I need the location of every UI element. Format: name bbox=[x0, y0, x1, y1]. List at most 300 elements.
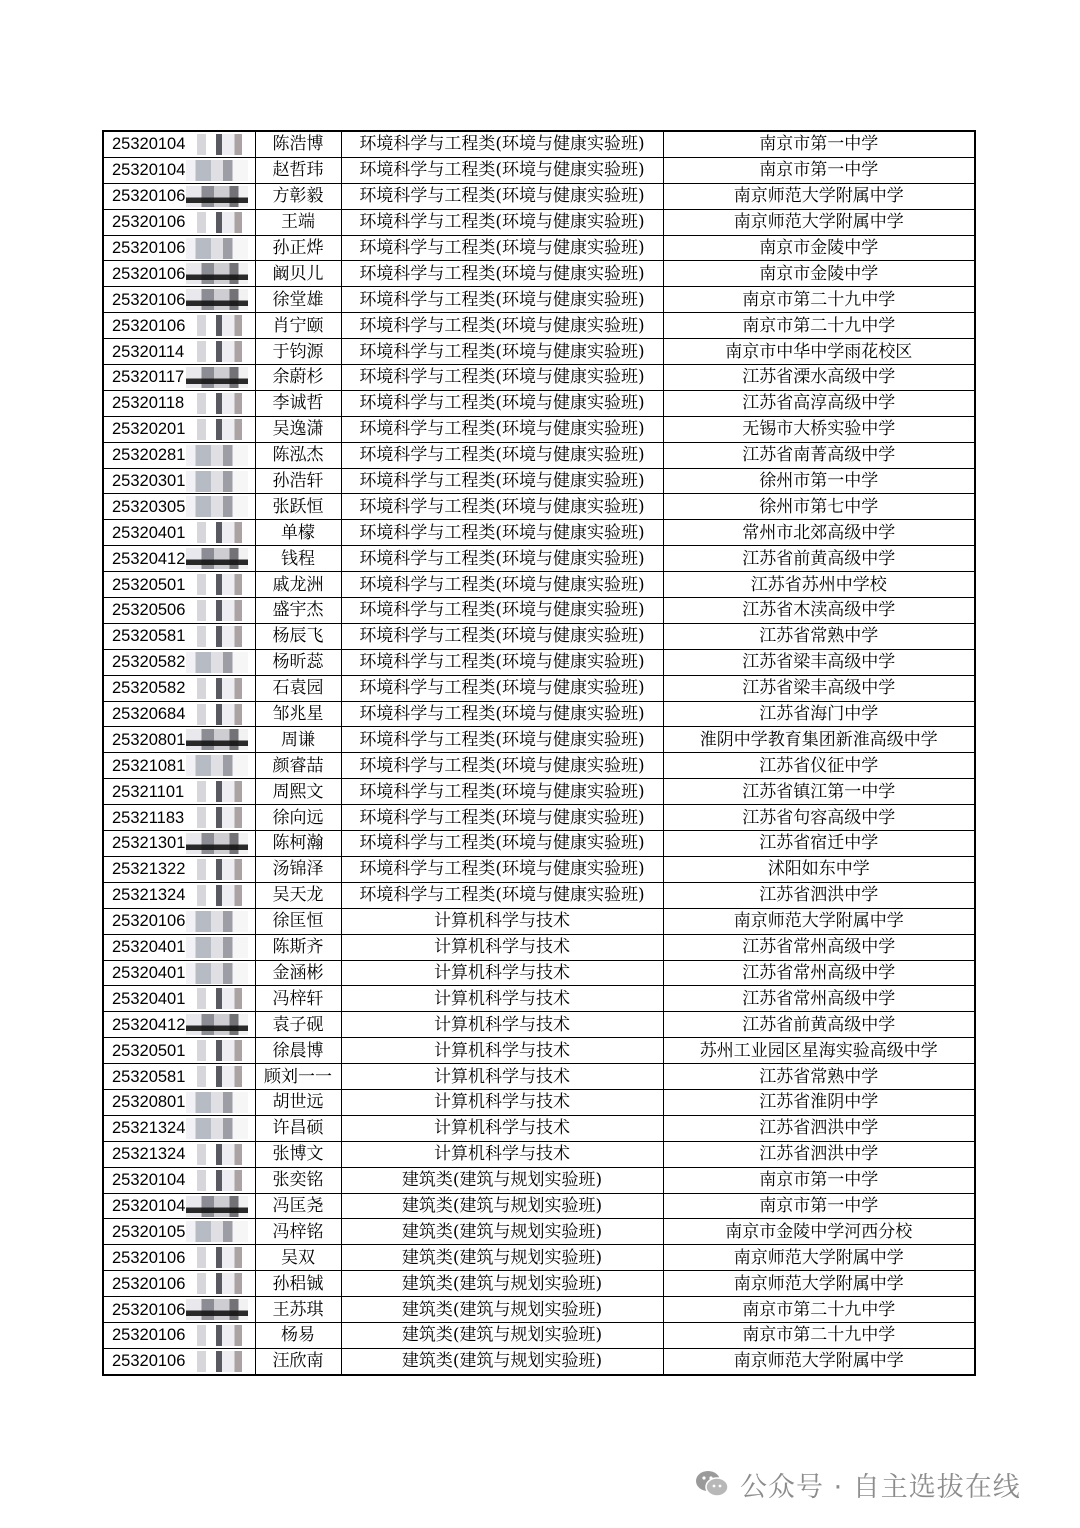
school-cell bbox=[663, 365, 975, 391]
student-id-cell-text: 25320106 bbox=[112, 264, 186, 283]
student-name-cell bbox=[255, 365, 341, 391]
school-cell bbox=[663, 701, 975, 727]
table-row bbox=[103, 416, 975, 442]
student-name-cell-text: 张奕铭 bbox=[272, 1170, 324, 1191]
school-cell-text: 苏州工业园区星海实验高级中学 bbox=[699, 1040, 938, 1061]
major-cell bbox=[341, 1297, 663, 1323]
major-cell-text: 环境科学与工程类(环境与健康实验班) bbox=[359, 729, 645, 750]
student-name-cell bbox=[255, 753, 341, 779]
student-name-cell bbox=[255, 1012, 341, 1038]
school-cell-text: 南京师范大学附属中学 bbox=[733, 1273, 904, 1294]
student-name-cell-text: 金涵彬 bbox=[272, 962, 324, 983]
table-row bbox=[103, 209, 975, 235]
student-id-cell-text: 25321081 bbox=[112, 756, 186, 775]
student-id-cell bbox=[103, 649, 255, 675]
major-cell bbox=[341, 1348, 663, 1374]
table-row bbox=[103, 727, 975, 753]
major-cell-text: 计算机科学与技术 bbox=[434, 1066, 570, 1087]
school-cell-text: 江苏省镇江第一中学 bbox=[742, 781, 896, 802]
school-cell-text: 南京市金陵中学 bbox=[759, 263, 879, 284]
table-row bbox=[103, 701, 975, 727]
student-id-cell-text: 25320401 bbox=[112, 523, 186, 542]
major-cell bbox=[341, 908, 663, 934]
major-cell bbox=[341, 494, 663, 520]
student-id-cell bbox=[103, 1193, 255, 1219]
major-cell bbox=[341, 831, 663, 857]
student-id-cell bbox=[103, 442, 255, 468]
student-id-cell-text: 25321324 bbox=[112, 1145, 186, 1164]
major-cell-text: 环境科学与工程类(环境与健康实验班) bbox=[359, 212, 645, 233]
student-name-cell-text: 冯梓铭 bbox=[272, 1221, 324, 1242]
student-name-cell-text: 李诚哲 bbox=[272, 393, 324, 414]
student-id-cell-text: 25320106 bbox=[112, 912, 186, 931]
student-id-cell bbox=[103, 1012, 255, 1038]
redaction-mask bbox=[186, 289, 248, 310]
student-id-cell bbox=[103, 1115, 255, 1141]
major-cell bbox=[341, 157, 663, 183]
student-id-cell bbox=[103, 572, 255, 598]
student-name-cell-text: 于钧源 bbox=[272, 341, 324, 362]
student-name-cell bbox=[255, 675, 341, 701]
student-id-cell bbox=[103, 157, 255, 183]
student-name-cell bbox=[255, 1038, 341, 1064]
student-id-cell bbox=[103, 753, 255, 779]
table-row bbox=[103, 623, 975, 649]
major-cell bbox=[341, 1193, 663, 1219]
school-cell-text: 南京市第二十九中学 bbox=[742, 315, 896, 336]
school-cell bbox=[663, 261, 975, 287]
redaction-mask bbox=[186, 212, 248, 233]
table-row bbox=[103, 1193, 975, 1219]
table-row bbox=[103, 1245, 975, 1271]
student-id-cell bbox=[103, 934, 255, 960]
school-cell-text: 江苏省苏州中学校 bbox=[750, 574, 887, 595]
school-cell bbox=[663, 494, 975, 520]
major-cell bbox=[341, 649, 663, 675]
major-cell bbox=[341, 1219, 663, 1245]
student-name-cell-text: 阚贝儿 bbox=[272, 263, 324, 284]
table-row bbox=[103, 1089, 975, 1115]
student-id-cell bbox=[103, 416, 255, 442]
major-cell bbox=[341, 520, 663, 546]
redaction-mask bbox=[186, 263, 248, 284]
student-id-cell bbox=[103, 1141, 255, 1167]
school-cell bbox=[663, 779, 975, 805]
redaction-mask bbox=[186, 1299, 248, 1320]
redaction-mask bbox=[186, 626, 248, 647]
school-cell-text: 南京市金陵中学 bbox=[759, 238, 879, 258]
student-id-cell-text: 25321324 bbox=[112, 1119, 186, 1138]
table-row bbox=[103, 468, 975, 494]
major-cell-text: 环境科学与工程类(环境与健康实验班) bbox=[359, 755, 645, 776]
student-name-cell-text: 周谦 bbox=[281, 729, 315, 750]
student-id-cell-text: 25320801 bbox=[112, 730, 186, 749]
student-name-cell-text: 胡世远 bbox=[272, 1092, 324, 1113]
school-cell bbox=[663, 1115, 975, 1141]
student-id-cell bbox=[103, 287, 255, 313]
major-cell bbox=[341, 235, 663, 261]
student-name-cell-text: 徐晨博 bbox=[272, 1040, 324, 1061]
major-cell-text: 环境科学与工程类(环境与健康实验班) bbox=[359, 341, 645, 362]
major-cell bbox=[341, 986, 663, 1012]
major-cell-text: 环境科学与工程类(环境与健康实验班) bbox=[359, 134, 645, 155]
major-cell bbox=[341, 261, 663, 287]
student-id-cell-text: 25320106 bbox=[112, 213, 186, 232]
redaction-mask bbox=[186, 238, 248, 259]
student-id-cell-text: 25320305 bbox=[112, 497, 186, 516]
school-cell bbox=[663, 546, 975, 572]
student-name-cell bbox=[255, 390, 341, 416]
major-cell-text: 环境科学与工程类(环境与健康实验班) bbox=[359, 289, 645, 310]
student-name-cell bbox=[255, 882, 341, 908]
major-cell bbox=[341, 701, 663, 727]
major-cell-text: 环境科学与工程类(环境与健康实验班) bbox=[359, 548, 645, 569]
major-cell bbox=[341, 339, 663, 365]
major-cell-text: 建筑类(建筑与规划实验班) bbox=[401, 1351, 603, 1372]
student-id-cell bbox=[103, 908, 255, 934]
student-name-cell-text: 盛宇杰 bbox=[272, 600, 324, 621]
student-name-cell-text: 陈浩博 bbox=[272, 134, 324, 155]
redaction-mask bbox=[186, 160, 248, 181]
school-cell-text: 江苏省常州高级中学 bbox=[742, 937, 896, 958]
major-cell-text: 环境科学与工程类(环境与健康实验班) bbox=[359, 186, 645, 207]
student-id-cell-text: 25320582 bbox=[112, 653, 186, 672]
school-cell bbox=[663, 753, 975, 779]
school-cell-text: 江苏省泗洪中学 bbox=[759, 1118, 879, 1139]
major-cell-text: 计算机科学与技术 bbox=[434, 988, 570, 1009]
student-name-cell-text: 王端 bbox=[281, 212, 315, 233]
student-id-cell bbox=[103, 365, 255, 391]
student-id-cell-text: 25320582 bbox=[112, 679, 186, 698]
school-cell-text: 江苏省常熟中学 bbox=[759, 1066, 879, 1087]
major-cell bbox=[341, 1089, 663, 1115]
student-id-cell-text: 25320201 bbox=[112, 420, 186, 439]
major-cell bbox=[341, 1322, 663, 1348]
school-cell-text: 江苏省南菁高级中学 bbox=[742, 445, 896, 466]
school-cell-text: 南京市第一中学 bbox=[759, 160, 879, 181]
major-cell bbox=[341, 572, 663, 598]
student-name-cell-text: 徐匡恒 bbox=[272, 911, 324, 932]
student-id-cell bbox=[103, 468, 255, 494]
table-row bbox=[103, 1219, 975, 1245]
student-id-cell-text: 25321183 bbox=[112, 808, 185, 827]
student-id-cell bbox=[103, 209, 255, 235]
redaction-mask bbox=[186, 1144, 248, 1165]
major-cell-text: 建筑类(建筑与规划实验班) bbox=[401, 1299, 603, 1320]
school-cell bbox=[663, 416, 975, 442]
school-cell-text: 南京市第一中学 bbox=[759, 1170, 879, 1191]
student-name-cell-text: 陈泓杰 bbox=[272, 445, 324, 466]
table-row bbox=[103, 649, 975, 675]
student-id-cell-text: 25320301 bbox=[112, 472, 186, 491]
student-name-cell-text: 肖宁颐 bbox=[272, 315, 324, 336]
student-id-cell-text: 25320106 bbox=[112, 1352, 186, 1371]
school-cell-text: 江苏省海门中学 bbox=[759, 704, 879, 725]
table-row bbox=[103, 235, 975, 261]
school-cell bbox=[663, 442, 975, 468]
school-cell-text: 沭阳如东中学 bbox=[767, 859, 870, 880]
table-row bbox=[103, 131, 975, 157]
major-cell bbox=[341, 416, 663, 442]
student-name-cell bbox=[255, 313, 341, 339]
redaction-mask bbox=[186, 859, 248, 880]
major-cell-text: 环境科学与工程类(环境与健康实验班) bbox=[359, 471, 645, 492]
school-cell bbox=[663, 675, 975, 701]
major-cell bbox=[341, 442, 663, 468]
major-cell-text: 环境科学与工程类(环境与健康实验班) bbox=[359, 393, 645, 414]
major-cell-text: 环境科学与工程类(环境与健康实验班) bbox=[359, 574, 645, 595]
major-cell-text: 环境科学与工程类(环境与健康实验班) bbox=[359, 600, 645, 621]
table-row bbox=[103, 805, 975, 831]
table-row bbox=[103, 986, 975, 1012]
student-name-cell-text: 方彰毅 bbox=[272, 186, 324, 207]
table-row bbox=[103, 572, 975, 598]
student-name-cell bbox=[255, 649, 341, 675]
major-cell-text: 建筑类(建筑与规划实验班) bbox=[401, 1247, 603, 1268]
student-id-cell bbox=[103, 1271, 255, 1297]
school-cell bbox=[663, 986, 975, 1012]
student-name-cell-text: 孙稆铖 bbox=[272, 1273, 324, 1294]
table-row bbox=[103, 1064, 975, 1090]
student-id-cell bbox=[103, 235, 255, 261]
student-id-cell-text: 25320117 bbox=[112, 368, 185, 387]
major-cell bbox=[341, 675, 663, 701]
major-cell-text: 环境科学与工程类(环境与健康实验班) bbox=[359, 367, 645, 388]
student-name-cell bbox=[255, 1245, 341, 1271]
redaction-mask bbox=[186, 1092, 248, 1113]
student-id-cell-text: 25320412 bbox=[112, 549, 186, 568]
redaction-mask bbox=[186, 1221, 248, 1242]
school-cell bbox=[663, 934, 975, 960]
student-name-cell-text: 顾刘一一 bbox=[264, 1066, 332, 1087]
student-id-cell-text: 25320106 bbox=[112, 316, 186, 335]
table-row bbox=[103, 856, 975, 882]
major-cell bbox=[341, 209, 663, 235]
table-row bbox=[103, 494, 975, 520]
student-id-cell-text: 25320104 bbox=[112, 135, 186, 154]
student-id-cell bbox=[103, 131, 255, 157]
student-id-cell-text: 25320401 bbox=[112, 963, 186, 982]
student-name-cell-text: 吴双 bbox=[281, 1247, 315, 1268]
student-name-cell-text: 石袁园 bbox=[272, 678, 324, 699]
major-cell bbox=[341, 598, 663, 624]
school-cell bbox=[663, 390, 975, 416]
redaction-mask bbox=[186, 729, 248, 750]
student-name-cell bbox=[255, 1297, 341, 1323]
student-name-cell-text: 孙正烨 bbox=[272, 238, 324, 258]
student-name-cell bbox=[255, 831, 341, 857]
table-row bbox=[103, 1322, 975, 1348]
major-cell bbox=[341, 779, 663, 805]
student-name-cell-text: 邹兆星 bbox=[272, 704, 324, 725]
school-cell-text: 南京师范大学附属中学 bbox=[733, 911, 904, 932]
student-id-cell bbox=[103, 1064, 255, 1090]
student-name-cell bbox=[255, 960, 341, 986]
school-cell bbox=[663, 623, 975, 649]
school-cell bbox=[663, 1141, 975, 1167]
student-id-cell-text: 25320581 bbox=[112, 1067, 186, 1086]
student-name-cell bbox=[255, 131, 341, 157]
student-id-cell bbox=[103, 779, 255, 805]
major-cell bbox=[341, 313, 663, 339]
redaction-mask bbox=[186, 1351, 248, 1372]
watermark-text: 公众号 · 自主选拔在线 bbox=[740, 1471, 1021, 1503]
student-name-cell-text: 陈柯瀚 bbox=[272, 833, 324, 854]
school-cell bbox=[663, 339, 975, 365]
redaction-mask bbox=[186, 1066, 248, 1087]
major-cell-text: 建筑类(建筑与规划实验班) bbox=[401, 1221, 603, 1242]
student-id-cell bbox=[103, 701, 255, 727]
student-name-cell bbox=[255, 416, 341, 442]
major-cell-text: 环境科学与工程类(环境与健康实验班) bbox=[359, 238, 645, 258]
major-cell bbox=[341, 1115, 663, 1141]
school-cell bbox=[663, 157, 975, 183]
major-cell-text: 环境科学与工程类(环境与健康实验班) bbox=[359, 445, 645, 466]
student-name-cell bbox=[255, 287, 341, 313]
student-name-cell bbox=[255, 598, 341, 624]
redaction-mask bbox=[186, 678, 248, 699]
student-name-cell bbox=[255, 1193, 341, 1219]
table-row bbox=[103, 934, 975, 960]
major-cell bbox=[341, 546, 663, 572]
student-id-cell-text: 25321101 bbox=[112, 782, 185, 801]
table-row bbox=[103, 390, 975, 416]
student-id-cell bbox=[103, 1219, 255, 1245]
student-id-cell-text: 25320401 bbox=[112, 989, 186, 1008]
student-name-cell-text: 许昌硕 bbox=[272, 1118, 324, 1139]
student-id-cell bbox=[103, 546, 255, 572]
school-cell bbox=[663, 1271, 975, 1297]
student-name-cell-text: 张博文 bbox=[272, 1144, 324, 1165]
redaction-mask bbox=[186, 1325, 248, 1346]
table-row bbox=[103, 520, 975, 546]
student-id-cell bbox=[103, 1348, 255, 1374]
redaction-mask bbox=[186, 833, 248, 854]
watermark bbox=[694, 1462, 1021, 1506]
major-cell bbox=[341, 856, 663, 882]
school-cell bbox=[663, 908, 975, 934]
major-cell bbox=[341, 287, 663, 313]
school-cell-text: 徐州市第七中学 bbox=[759, 496, 879, 517]
student-name-cell bbox=[255, 442, 341, 468]
table-row bbox=[103, 779, 975, 805]
table-row bbox=[103, 675, 975, 701]
student-name-cell bbox=[255, 856, 341, 882]
table-row bbox=[103, 546, 975, 572]
school-cell-text: 江苏省木渎高级中学 bbox=[742, 600, 896, 621]
student-id-cell-text: 25320506 bbox=[112, 601, 186, 620]
student-id-cell-text: 25320106 bbox=[112, 290, 186, 309]
student-name-cell bbox=[255, 546, 341, 572]
table-row bbox=[103, 1038, 975, 1064]
school-cell bbox=[663, 1193, 975, 1219]
major-cell-text: 计算机科学与技术 bbox=[434, 1118, 570, 1139]
school-cell bbox=[663, 1322, 975, 1348]
student-name-cell bbox=[255, 727, 341, 753]
student-id-cell-text: 25321322 bbox=[112, 860, 186, 879]
major-cell-text: 环境科学与工程类(环境与健康实验班) bbox=[359, 885, 645, 906]
major-cell bbox=[341, 1271, 663, 1297]
school-cell bbox=[663, 520, 975, 546]
major-cell-text: 计算机科学与技术 bbox=[434, 937, 570, 958]
redaction-mask bbox=[186, 522, 248, 543]
student-id-cell-text: 25321301 bbox=[112, 834, 186, 853]
school-cell bbox=[663, 1219, 975, 1245]
student-id-cell-text: 25320104 bbox=[112, 161, 186, 180]
redaction-mask bbox=[186, 341, 248, 362]
redaction-mask bbox=[186, 548, 248, 569]
major-cell-text: 环境科学与工程类(环境与健康实验班) bbox=[359, 859, 645, 880]
school-cell-text: 南京市金陵中学河西分校 bbox=[725, 1221, 913, 1242]
school-cell bbox=[663, 598, 975, 624]
school-cell-text: 江苏省淮阴中学 bbox=[759, 1092, 879, 1113]
student-id-cell-text: 25320114 bbox=[112, 342, 185, 361]
student-name-cell-text: 冯梓轩 bbox=[272, 988, 324, 1009]
redaction-mask bbox=[186, 186, 248, 207]
student-name-cell bbox=[255, 1348, 341, 1374]
redaction-mask bbox=[186, 1118, 248, 1139]
student-id-cell bbox=[103, 623, 255, 649]
table-row bbox=[103, 365, 975, 391]
student-name-cell-text: 冯匡尧 bbox=[272, 1195, 324, 1216]
student-name-cell bbox=[255, 1219, 341, 1245]
major-cell bbox=[341, 183, 663, 209]
student-name-cell-text: 袁子砚 bbox=[272, 1014, 324, 1035]
student-id-cell-text: 25320281 bbox=[112, 446, 186, 465]
redaction-mask bbox=[186, 471, 248, 492]
redaction-mask bbox=[186, 807, 248, 828]
school-cell-text: 江苏省句容高级中学 bbox=[742, 807, 896, 828]
table-row bbox=[103, 1271, 975, 1297]
student-name-cell bbox=[255, 261, 341, 287]
school-cell-text: 南京市第二十九中学 bbox=[742, 1325, 896, 1346]
table-row bbox=[103, 313, 975, 339]
student-id-cell bbox=[103, 986, 255, 1012]
school-cell-text: 南京市第二十九中学 bbox=[742, 289, 896, 310]
redaction-mask bbox=[186, 367, 248, 388]
school-cell bbox=[663, 1038, 975, 1064]
redaction-mask bbox=[186, 393, 248, 414]
major-cell bbox=[341, 805, 663, 831]
major-cell bbox=[341, 1141, 663, 1167]
major-cell bbox=[341, 390, 663, 416]
student-id-cell-text: 25320412 bbox=[112, 1015, 186, 1034]
student-id-cell bbox=[103, 1297, 255, 1323]
major-cell bbox=[341, 131, 663, 157]
student-id-cell-text: 25320501 bbox=[112, 1041, 186, 1060]
major-cell-text: 环境科学与工程类(环境与健康实验班) bbox=[359, 496, 645, 517]
major-cell bbox=[341, 934, 663, 960]
student-id-cell bbox=[103, 390, 255, 416]
student-id-cell-text: 25320581 bbox=[112, 627, 186, 646]
student-id-cell-text: 25320501 bbox=[112, 575, 186, 594]
student-id-cell-text: 25320106 bbox=[112, 187, 186, 206]
table-row bbox=[103, 157, 975, 183]
school-cell bbox=[663, 1297, 975, 1323]
major-cell-text: 环境科学与工程类(环境与健康实验班) bbox=[359, 419, 645, 440]
major-cell-text: 计算机科学与技术 bbox=[434, 1040, 570, 1061]
student-id-cell-text: 25320684 bbox=[112, 705, 186, 724]
student-name-cell-text: 戚龙洲 bbox=[272, 574, 324, 595]
major-cell bbox=[341, 1064, 663, 1090]
table-row bbox=[103, 1012, 975, 1038]
redaction-mask bbox=[186, 1196, 248, 1217]
student-name-cell bbox=[255, 805, 341, 831]
student-name-cell bbox=[255, 572, 341, 598]
student-id-cell bbox=[103, 675, 255, 701]
school-cell-text: 江苏省前黄高级中学 bbox=[742, 548, 896, 569]
redaction-mask bbox=[186, 134, 248, 155]
